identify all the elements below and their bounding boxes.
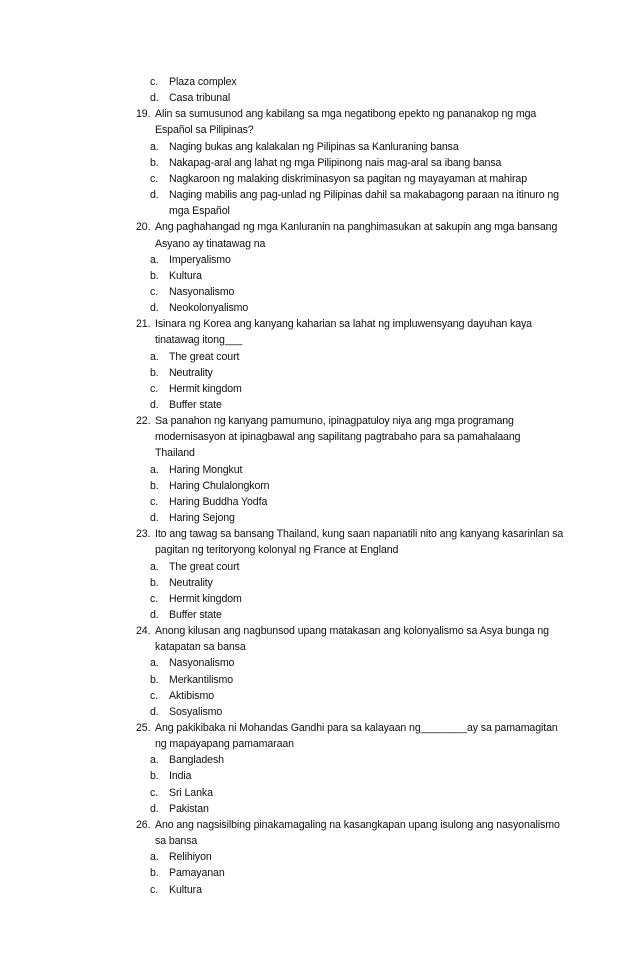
question-number: 26. <box>136 818 151 831</box>
option-text: Hermit kingdom <box>169 592 242 605</box>
option-text: Nagkaroon ng malaking diskriminasyon sa pagitan ng mayayaman at mahirap <box>169 172 527 185</box>
question-text: Ito ang tawag sa bansang Thailand, kung saan napanatili nito ang kanyang kasarinlan sa <box>155 528 564 541</box>
option-letter: a. <box>150 463 159 476</box>
option-letter: a. <box>150 754 159 767</box>
question-text: Isinara ng Korea ang kanyang kaharian sa lahat ng impluwensyang dayuhan kaya <box>155 318 532 331</box>
option-letter: d. <box>150 189 159 201</box>
option-letter: c. <box>150 285 159 298</box>
option-letter: c. <box>150 689 159 702</box>
option-letter: c. <box>150 495 159 508</box>
option-text: Nakapag-aral ang lahat ng mga Pilipinong nais mag-aral sa ibang bansa <box>169 156 502 169</box>
option-letter: b. <box>150 269 159 282</box>
option-text: Plaza complex <box>169 76 237 88</box>
question-number: 25. <box>136 722 151 734</box>
option-letter: c. <box>150 786 159 799</box>
question-text: Ang pakikibaka ni Mohandas Gandhi para sa kalayaan ng________ay sa pamamagitan <box>155 722 558 734</box>
question-text: Alin sa sumusunod ang kabilang sa mga negatibong epekto ng pananakop ng mga <box>155 108 537 121</box>
option-letter: b. <box>150 867 159 880</box>
option-letter: a. <box>150 657 159 670</box>
option-text: The great court <box>169 350 240 363</box>
option-letter: c. <box>150 382 159 395</box>
option-letter: d. <box>150 399 159 411</box>
question-number: 23. <box>136 528 151 541</box>
option-letter: d. <box>150 705 159 718</box>
option-letter: a. <box>150 560 159 573</box>
question-text: Anong kilusan ang nagbunsod upang matakasan ang kolonyalismo sa Asya bunga ng <box>155 625 549 638</box>
option-letter: d. <box>150 608 159 621</box>
question-number: 22. <box>136 415 151 428</box>
option-text: Naging mabilis ang pag-unlad ng Pilipinas dahil sa makabagong paraan na itinuro ng <box>169 189 559 201</box>
option-text: Neutrality <box>169 576 213 589</box>
question-text: katapatan sa bansa <box>155 641 246 654</box>
question-text: Español sa Pilipinas? <box>155 124 254 137</box>
question-text: Sa panahon ng kanyang pamumuno, ipinagpatuloy niya ang mga programang <box>155 415 514 428</box>
option-letter: d. <box>150 92 159 105</box>
option-text: Pamayanan <box>169 867 225 880</box>
option-text: Buffer state <box>169 608 222 621</box>
option-text: Neutrality <box>169 366 213 379</box>
question-text: Ano ang nagsisilbing pinakamagaling na kasangkapan upang isulong ang nasyonalismo <box>155 818 560 831</box>
question-text: pagitan ng teritoryong kolonyal ng France at England <box>155 544 399 557</box>
option-letter: a. <box>150 350 159 363</box>
question-text: ng mapayapang pamamaraan <box>155 738 294 751</box>
option-text: Neokolonyalismo <box>169 302 249 315</box>
option-text: Pakistan <box>169 802 209 815</box>
option-letter: a. <box>150 851 159 864</box>
option-text: Casa tribunal <box>169 92 231 105</box>
question-number: 19. <box>136 108 151 121</box>
option-text: Relihiyon <box>169 851 212 864</box>
option-text: Buffer state <box>169 399 222 411</box>
option-letter: b. <box>150 366 159 379</box>
option-text: Merkantilismo <box>169 673 234 686</box>
question-number: 20. <box>136 221 151 234</box>
question-text: Ang paghahangad ng mga Kanluranin na panghimasukan at sakupin ang mga bansang <box>155 221 558 234</box>
option-text: Sri Lanka <box>169 786 213 799</box>
option-text: Kultura <box>169 883 202 896</box>
option-text: Nasyonalismo <box>169 657 235 670</box>
option-text: Haring Buddha Yodfa <box>169 495 268 508</box>
option-text: Naging bukas ang kalakalan ng Pilipinas sa Kanluraning bansa <box>169 140 459 153</box>
option-letter: c. <box>150 76 159 88</box>
option-text: Nasyonalismo <box>169 285 235 298</box>
option-text: Haring Sejong <box>169 512 235 524</box>
option-letter: b. <box>150 770 159 783</box>
question-text: sa bansa <box>155 835 198 847</box>
option-text: Bangladesh <box>169 754 224 767</box>
option-letter: d. <box>150 512 159 524</box>
option-letter: b. <box>150 156 159 169</box>
option-text: Aktibismo <box>169 689 215 702</box>
option-letter: d. <box>150 802 159 815</box>
question-number: 24. <box>136 625 151 638</box>
option-letter: b. <box>150 576 159 589</box>
question-text: Thailand <box>155 447 195 460</box>
option-letter: a. <box>150 253 159 266</box>
option-text: India <box>169 770 192 783</box>
option-text: mga Español <box>169 205 230 218</box>
option-letter: a. <box>150 140 159 153</box>
option-text: Sosyalismo <box>169 705 223 718</box>
option-text: Haring Mongkut <box>169 463 243 476</box>
option-letter: c. <box>150 172 159 185</box>
option-letter: c. <box>150 592 159 605</box>
question-text: modernisasyon at ipinagbawal ang sapilitang pagtrabaho para sa pamahalaang <box>155 431 521 444</box>
option-text: Haring Chulalongkorn <box>169 479 270 492</box>
option-letter: b. <box>150 673 159 686</box>
option-letter: b. <box>150 479 159 492</box>
question-number: 21. <box>136 318 151 331</box>
option-text: Hermit kingdom <box>169 382 242 395</box>
option-text: Kultura <box>169 269 202 282</box>
option-letter: d. <box>150 302 159 315</box>
question-text: tinatawag itong___ <box>155 334 243 347</box>
question-text: Asyano ay tinatawag na <box>155 237 266 250</box>
option-text: Imperyalismo <box>169 253 231 266</box>
option-text: The great court <box>169 560 240 573</box>
option-letter: c. <box>150 883 159 896</box>
